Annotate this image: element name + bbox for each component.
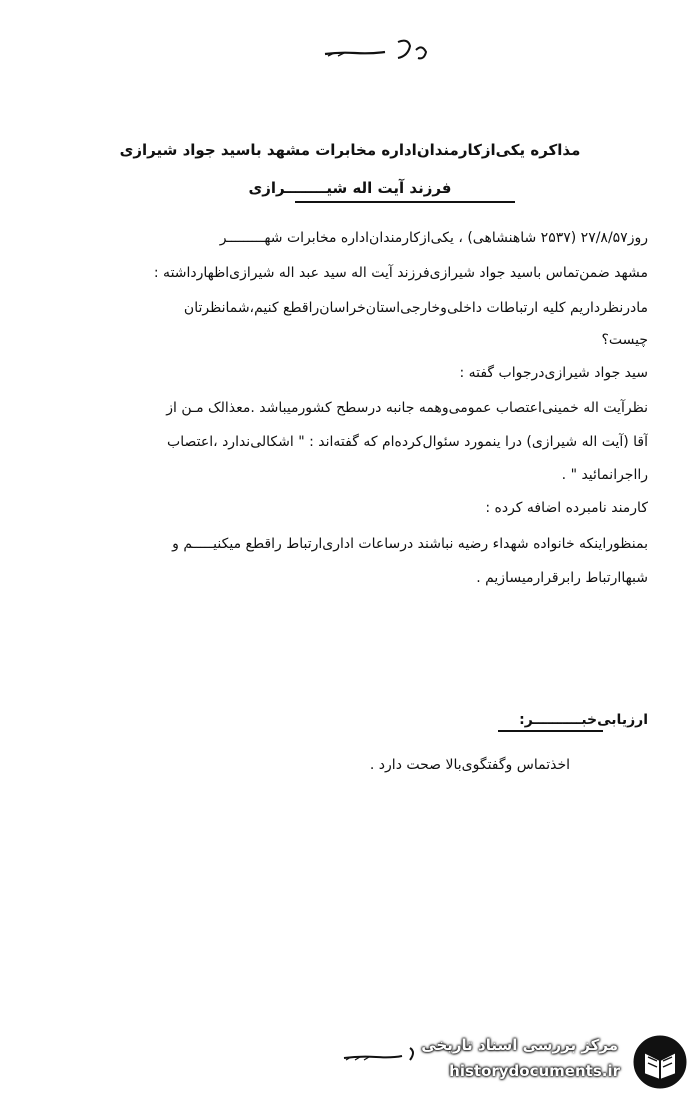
body-line: روز۲۷/۸/۵۷ (۲۵۳۷ شاهنشاهی) ، یکی‌ازکارمندان‌اداره مخابرات شهـــــــــر	[219, 230, 648, 246]
document-subtitle: فرزند آیت اله شیــــــــرازی	[248, 179, 452, 197]
body-line: مادرنظرداریم کلیه ارتباطات داخلی‌وخارجی‌استان‌خراسان‌راقطع کنیم،شمانظرتان	[183, 300, 648, 316]
speaker-label: کارمند نامبرده اضافه کرده :	[485, 500, 648, 516]
body-line: چیست؟	[601, 332, 648, 348]
evaluation-text: اخذتماس وگفتگوی‌بالا صحت دارد .	[369, 757, 570, 773]
title-underline	[295, 201, 515, 203]
book-emblem-icon	[628, 1030, 692, 1094]
speaker-label: سید جواد شیرازی‌درجواب گفته :	[459, 365, 648, 381]
watermark-text-en: historydocuments.ir	[449, 1062, 620, 1080]
page-number-mark	[320, 34, 440, 70]
body-line: مشهد ضمن‌تماس باسید جواد شیرازی‌فرزند آیت اله سید عبد اله شیرازی‌اظهارداشته :	[153, 265, 648, 281]
watermark-text-fa: مرکز بررسی اسناد تاریخی	[421, 1036, 618, 1054]
evaluation-label: ارزیابی‌خبــــــــــر:	[519, 712, 648, 728]
bottom-page-mark	[340, 1040, 420, 1068]
body-line: شبهاارتباط رابرقرارمیسازیم .	[476, 570, 648, 586]
body-line: بمنظوراینکه خانواده شهداء رضیه نباشند درساعات اداری‌ارتباط راقطع میکنیـــــم و	[172, 536, 648, 552]
document-title: مذاکره یکی‌ازکارمندان‌اداره مخابرات مشهد باسید جواد شیرازی	[119, 141, 581, 159]
body-line: نظرآیت اله خمینی‌اعتصاب عمومی‌وهمه جانبه درسطح کشورمیباشد .معذالک مـن از	[166, 400, 648, 416]
body-line: آقا (آیت اله شیرازی) درا ینمورد سئوال‌کرده‌ام که گفته‌اند : " اشکالی‌ندارد ،اعتصاب	[167, 434, 648, 450]
body-line: رااجرانمائید " .	[561, 467, 648, 483]
evaluation-underline	[498, 730, 603, 732]
